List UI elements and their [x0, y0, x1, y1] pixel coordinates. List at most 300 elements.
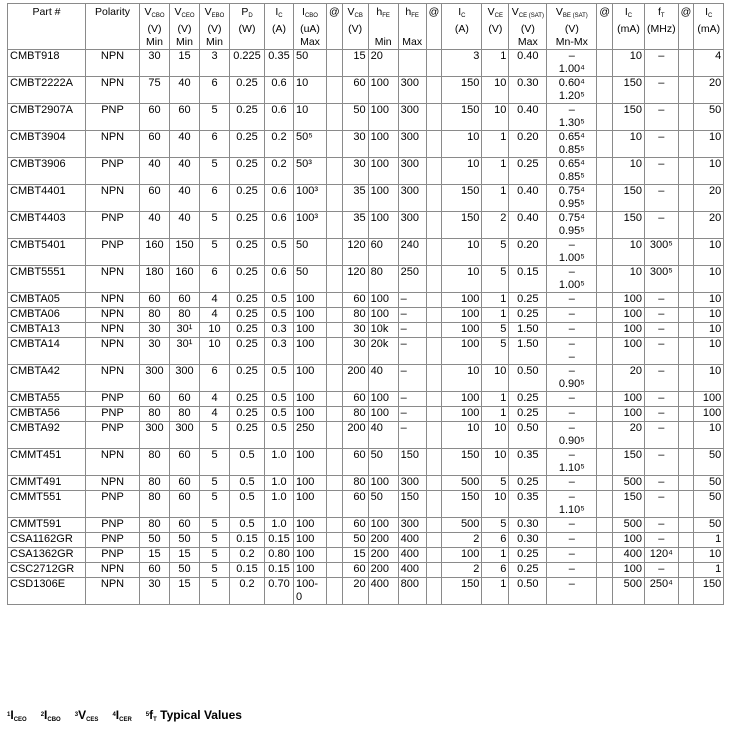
- cell-ic4: 10: [694, 422, 724, 449]
- cell-vce: 1: [482, 548, 509, 563]
- cell-vbesat: 0.65⁴ 0.85⁵: [547, 131, 597, 158]
- table-row: [8, 239, 724, 266]
- cell-vcesat: 0.30: [509, 533, 547, 548]
- cell-at3: [597, 323, 613, 338]
- cell-vcb: 60: [342, 293, 368, 308]
- cell-at3: [597, 563, 613, 578]
- cell-part: CMBT5401: [8, 239, 86, 266]
- cell-hfe-min: 50: [368, 449, 398, 476]
- cell-vcbo: 60: [140, 131, 170, 158]
- cell-hfe-min: 100: [368, 104, 398, 131]
- cell-at3: [597, 578, 613, 605]
- cell-vcesat: 0.40: [509, 104, 547, 131]
- cell-ic3: 100: [613, 308, 645, 323]
- cell-pd: 0.25: [230, 422, 265, 449]
- cell-vcbo: 40: [140, 212, 170, 239]
- cell-polarity: PNP: [86, 392, 140, 407]
- cell-icbo: 100: [294, 533, 327, 548]
- cell-at1: [327, 563, 343, 578]
- cell-hfe-max: 240: [398, 239, 426, 266]
- cell-at4: [678, 533, 694, 548]
- cell-part: CMBT5551: [8, 266, 86, 293]
- cell-pd: 0.25: [230, 239, 265, 266]
- cell-ic: 0.5: [265, 293, 294, 308]
- cell-ic2: 150: [442, 104, 482, 131]
- cell-ic3: 100: [613, 392, 645, 407]
- cell-at4: [678, 308, 694, 323]
- cell-ic: 0.15: [265, 533, 294, 548]
- cell-ic2: 100: [442, 407, 482, 422]
- cell-part: CMBT4401: [8, 185, 86, 212]
- cell-ft: –: [645, 50, 679, 77]
- cell-ic2: 10: [442, 365, 482, 392]
- cell-ft: –: [645, 392, 679, 407]
- cell-ic4: 20: [694, 77, 724, 104]
- cell-at2: [426, 365, 442, 392]
- cell-hfe-min: 20k: [368, 338, 398, 365]
- cell-polarity: NPN: [86, 449, 140, 476]
- cell-pd: 0.25: [230, 185, 265, 212]
- cell-polarity: NPN: [86, 365, 140, 392]
- cell-vcbo: 80: [140, 518, 170, 533]
- cell-vcbo: 80: [140, 308, 170, 323]
- cell-ft: –: [645, 293, 679, 308]
- cell-pd: 0.25: [230, 308, 265, 323]
- cell-ic2: 500: [442, 518, 482, 533]
- cell-vce: 6: [482, 563, 509, 578]
- cell-at3: [597, 266, 613, 293]
- cell-vcbo: 40: [140, 158, 170, 185]
- cell-ic4: 10: [694, 365, 724, 392]
- table-row: [8, 266, 724, 293]
- table-row: [8, 476, 724, 491]
- cell-ic4: 10: [694, 308, 724, 323]
- cell-vbesat: 0.75⁴ 0.95⁵: [547, 212, 597, 239]
- cell-vceo: 60: [170, 293, 200, 308]
- table-row: [8, 563, 724, 578]
- cell-ic: 0.5: [265, 422, 294, 449]
- cell-at1: [327, 131, 343, 158]
- cell-at2: [426, 422, 442, 449]
- cell-hfe-max: 400: [398, 563, 426, 578]
- cell-vcbo: 60: [140, 392, 170, 407]
- cell-polarity: NPN: [86, 131, 140, 158]
- cell-ft: –: [645, 338, 679, 365]
- cell-vcb: 120: [342, 239, 368, 266]
- cell-icbo: 50³: [294, 158, 327, 185]
- cell-vcbo: 300: [140, 365, 170, 392]
- cell-part: CMBTA42: [8, 365, 86, 392]
- cell-polarity: NPN: [86, 293, 140, 308]
- cell-vce: 1: [482, 293, 509, 308]
- cell-icbo: 100: [294, 548, 327, 563]
- col-at-3: @: [597, 4, 613, 50]
- cell-ic4: 50: [694, 491, 724, 518]
- cell-polarity: PNP: [86, 422, 140, 449]
- cell-pd: 0.25: [230, 131, 265, 158]
- cell-vbesat: – –: [547, 338, 597, 365]
- cell-at2: [426, 293, 442, 308]
- cell-part: CMBTA13: [8, 323, 86, 338]
- cell-part: CMMT491: [8, 476, 86, 491]
- cell-at1: [327, 323, 343, 338]
- table-row: [8, 131, 724, 158]
- cell-vce: 10: [482, 422, 509, 449]
- cell-vcbo: 15: [140, 548, 170, 563]
- cell-vcesat: 1.50: [509, 323, 547, 338]
- cell-ft: 120⁴: [645, 548, 679, 563]
- cell-at3: [597, 77, 613, 104]
- cell-hfe-max: –: [398, 338, 426, 365]
- cell-vceo: 15: [170, 50, 200, 77]
- cell-vceo: 40: [170, 131, 200, 158]
- cell-vcb: 80: [342, 476, 368, 491]
- cell-polarity: PNP: [86, 548, 140, 563]
- cell-ft: –: [645, 476, 679, 491]
- cell-at1: [327, 77, 343, 104]
- cell-vce: 5: [482, 266, 509, 293]
- cell-at4: [678, 158, 694, 185]
- cell-part: CMMT591: [8, 518, 86, 533]
- cell-icbo: 100: [294, 449, 327, 476]
- table-row: [8, 185, 724, 212]
- cell-pd: 0.2: [230, 548, 265, 563]
- cell-at3: [597, 293, 613, 308]
- footnote-3: $^3V_{CES}$: [74, 708, 99, 723]
- cell-ft: –: [645, 104, 679, 131]
- cell-ic3: 10: [613, 158, 645, 185]
- cell-ic2: 100: [442, 323, 482, 338]
- cell-icbo: 100³: [294, 212, 327, 239]
- cell-vceo: 40: [170, 77, 200, 104]
- cell-hfe-min: 10k: [368, 323, 398, 338]
- cell-vceo: 30¹: [170, 338, 200, 365]
- cell-at4: [678, 449, 694, 476]
- cell-pd: 0.5: [230, 449, 265, 476]
- cell-vceo: 40: [170, 158, 200, 185]
- cell-vebo: 4: [200, 293, 230, 308]
- cell-part: CMMT451: [8, 449, 86, 476]
- cell-ic4: 20: [694, 185, 724, 212]
- cell-part: CMBT2222A: [8, 77, 86, 104]
- cell-pd: 0.5: [230, 491, 265, 518]
- cell-polarity: PNP: [86, 104, 140, 131]
- cell-vceo: 60: [170, 491, 200, 518]
- cell-vcbo: 60: [140, 293, 170, 308]
- col-at-4: @: [678, 4, 694, 50]
- cell-ic: 0.35: [265, 50, 294, 77]
- table-row: [8, 407, 724, 422]
- cell-at3: [597, 476, 613, 491]
- cell-polarity: NPN: [86, 77, 140, 104]
- cell-ic4: 10: [694, 239, 724, 266]
- cell-ic4: 10: [694, 338, 724, 365]
- cell-ic2: 500: [442, 476, 482, 491]
- cell-vcb: 60: [342, 563, 368, 578]
- cell-ic: 0.5: [265, 392, 294, 407]
- cell-pd: 0.25: [230, 77, 265, 104]
- cell-at4: [678, 77, 694, 104]
- cell-part: CMBT4403: [8, 212, 86, 239]
- cell-ic2: 150: [442, 212, 482, 239]
- cell-ic2: 100: [442, 392, 482, 407]
- cell-vce: 10: [482, 365, 509, 392]
- cell-at1: [327, 50, 343, 77]
- col-vcesat: $V_{CE (SAT)}$ (V) Max: [509, 4, 547, 50]
- cell-at2: [426, 518, 442, 533]
- spec-table-container: [7, 3, 724, 605]
- cell-ic3: 100: [613, 323, 645, 338]
- cell-vcb: 50: [342, 104, 368, 131]
- cell-ic2: 100: [442, 338, 482, 365]
- cell-pd: 0.25: [230, 212, 265, 239]
- cell-part: CSA1162GR: [8, 533, 86, 548]
- table-row: [8, 338, 724, 365]
- cell-vbesat: –: [547, 407, 597, 422]
- cell-polarity: PNP: [86, 158, 140, 185]
- table-row: [8, 212, 724, 239]
- cell-pd: 0.25: [230, 323, 265, 338]
- cell-ft: –: [645, 77, 679, 104]
- cell-polarity: PNP: [86, 239, 140, 266]
- cell-at2: [426, 158, 442, 185]
- cell-at4: [678, 293, 694, 308]
- cell-vcb: 30: [342, 131, 368, 158]
- table-row: [8, 578, 724, 605]
- cell-vcesat: 0.35: [509, 449, 547, 476]
- cell-vce: 5: [482, 323, 509, 338]
- cell-ic: 0.70: [265, 578, 294, 605]
- cell-ic3: 10: [613, 266, 645, 293]
- cell-pd: 0.2: [230, 578, 265, 605]
- cell-at3: [597, 365, 613, 392]
- cell-vbesat: –: [547, 308, 597, 323]
- cell-vce: 1: [482, 392, 509, 407]
- cell-ic2: 150: [442, 578, 482, 605]
- cell-vce: 10: [482, 104, 509, 131]
- cell-ic2: 2: [442, 563, 482, 578]
- cell-ic4: 10: [694, 548, 724, 563]
- cell-vceo: 50: [170, 563, 200, 578]
- cell-vbesat: 0.65⁴ 0.85⁵: [547, 158, 597, 185]
- cell-hfe-max: 300: [398, 131, 426, 158]
- cell-vcb: 80: [342, 308, 368, 323]
- cell-vce: 1: [482, 407, 509, 422]
- cell-hfe-max: –: [398, 323, 426, 338]
- cell-ic4: 50: [694, 518, 724, 533]
- cell-ft: –: [645, 491, 679, 518]
- cell-icbo: 100: [294, 407, 327, 422]
- cell-at4: [678, 104, 694, 131]
- cell-ic3: 10: [613, 131, 645, 158]
- cell-vebo: 6: [200, 266, 230, 293]
- cell-ft: –: [645, 365, 679, 392]
- cell-pd: 0.25: [230, 158, 265, 185]
- cell-vbesat: 0.60⁴ 1.20⁵: [547, 77, 597, 104]
- cell-vceo: 40: [170, 212, 200, 239]
- cell-vebo: 5: [200, 548, 230, 563]
- cell-hfe-max: 400: [398, 533, 426, 548]
- cell-polarity: PNP: [86, 407, 140, 422]
- cell-vcbo: 60: [140, 185, 170, 212]
- cell-vceo: 300: [170, 422, 200, 449]
- cell-vceo: 60: [170, 518, 200, 533]
- cell-polarity: NPN: [86, 476, 140, 491]
- cell-vcesat: 0.50: [509, 422, 547, 449]
- cell-at2: [426, 563, 442, 578]
- cell-vce: 1: [482, 131, 509, 158]
- footnote-5: $^5f_T$ Typical Values: [145, 708, 242, 723]
- cell-at3: [597, 50, 613, 77]
- cell-ic: 0.6: [265, 266, 294, 293]
- footnote-1: $^1I_{CEO}$: [7, 708, 27, 723]
- cell-hfe-max: 300: [398, 476, 426, 491]
- cell-ic4: 10: [694, 266, 724, 293]
- cell-vbesat: –: [547, 476, 597, 491]
- cell-vcbo: 80: [140, 476, 170, 491]
- cell-polarity: PNP: [86, 533, 140, 548]
- cell-at2: [426, 407, 442, 422]
- cell-vce: 5: [482, 476, 509, 491]
- cell-hfe-max: 300: [398, 185, 426, 212]
- col-vebo: $V_{EBO}$ (V) Min: [200, 4, 230, 50]
- transistor-spec-table: [7, 3, 724, 605]
- cell-vcbo: 180: [140, 266, 170, 293]
- cell-vebo: 5: [200, 212, 230, 239]
- cell-hfe-max: –: [398, 293, 426, 308]
- cell-vebo: 5: [200, 158, 230, 185]
- cell-vce: 1: [482, 185, 509, 212]
- cell-vebo: 5: [200, 422, 230, 449]
- cell-vebo: 10: [200, 338, 230, 365]
- cell-icbo: 250: [294, 422, 327, 449]
- cell-pd: 0.15: [230, 533, 265, 548]
- cell-at2: [426, 449, 442, 476]
- cell-ic: 1.0: [265, 449, 294, 476]
- cell-pd: 0.5: [230, 476, 265, 491]
- cell-vcesat: 0.35: [509, 491, 547, 518]
- cell-at3: [597, 449, 613, 476]
- cell-hfe-max: –: [398, 392, 426, 407]
- cell-ic4: 150: [694, 578, 724, 605]
- cell-ic: 0.6: [265, 77, 294, 104]
- cell-polarity: PNP: [86, 491, 140, 518]
- cell-vce: 10: [482, 491, 509, 518]
- cell-hfe-max: 300: [398, 158, 426, 185]
- cell-at1: [327, 491, 343, 518]
- cell-hfe-max: 800: [398, 578, 426, 605]
- cell-part: CSA1362GR: [8, 548, 86, 563]
- cell-vcbo: 60: [140, 563, 170, 578]
- cell-at4: [678, 407, 694, 422]
- cell-ic2: 10: [442, 422, 482, 449]
- cell-vebo: 4: [200, 407, 230, 422]
- cell-ft: 300⁵: [645, 266, 679, 293]
- cell-vcb: 60: [342, 392, 368, 407]
- cell-vcbo: 30: [140, 578, 170, 605]
- cell-ic3: 20: [613, 422, 645, 449]
- cell-hfe-min: 200: [368, 563, 398, 578]
- cell-pd: 0.5: [230, 518, 265, 533]
- cell-vcesat: 0.25: [509, 407, 547, 422]
- cell-ic: 1.0: [265, 491, 294, 518]
- cell-ic3: 100: [613, 293, 645, 308]
- col-pd: $P_D$ (W): [230, 4, 265, 50]
- cell-part: CMBTA55: [8, 392, 86, 407]
- cell-at4: [678, 392, 694, 407]
- table-row: [8, 158, 724, 185]
- cell-vce: 1: [482, 50, 509, 77]
- table-row: [8, 533, 724, 548]
- cell-at2: [426, 491, 442, 518]
- cell-part: CMBT3904: [8, 131, 86, 158]
- cell-vbesat: –: [547, 548, 597, 563]
- cell-at1: [327, 293, 343, 308]
- cell-vebo: 5: [200, 104, 230, 131]
- cell-ic4: 1: [694, 563, 724, 578]
- table-row: [8, 449, 724, 476]
- col-vceo: $V_{CEO}$ (V) Min: [170, 4, 200, 50]
- col-ft: $f_T$ (MHz): [645, 4, 679, 50]
- cell-ft: –: [645, 407, 679, 422]
- cell-ft: –: [645, 533, 679, 548]
- cell-vce: 6: [482, 533, 509, 548]
- cell-vcesat: 0.20: [509, 131, 547, 158]
- cell-icbo: 10: [294, 104, 327, 131]
- cell-polarity: PNP: [86, 212, 140, 239]
- cell-at3: [597, 338, 613, 365]
- cell-at2: [426, 266, 442, 293]
- cell-hfe-min: 100: [368, 518, 398, 533]
- cell-ft: –: [645, 212, 679, 239]
- cell-ic3: 150: [613, 104, 645, 131]
- cell-vce: 5: [482, 239, 509, 266]
- cell-vcbo: 50: [140, 533, 170, 548]
- cell-at1: [327, 449, 343, 476]
- cell-at2: [426, 548, 442, 563]
- cell-ic3: 150: [613, 449, 645, 476]
- cell-vceo: 30¹: [170, 323, 200, 338]
- cell-ic3: 150: [613, 491, 645, 518]
- cell-at3: [597, 185, 613, 212]
- cell-at4: [678, 323, 694, 338]
- cell-at4: [678, 476, 694, 491]
- cell-ic: 0.5: [265, 308, 294, 323]
- cell-ic: 1.0: [265, 518, 294, 533]
- cell-icbo: 50: [294, 239, 327, 266]
- cell-vcbo: 30: [140, 338, 170, 365]
- cell-ic4: 10: [694, 323, 724, 338]
- cell-vbesat: – 1.10⁵: [547, 491, 597, 518]
- cell-vce: 10: [482, 449, 509, 476]
- cell-vcb: 30: [342, 323, 368, 338]
- cell-hfe-min: 100: [368, 308, 398, 323]
- cell-hfe-max: 150: [398, 491, 426, 518]
- cell-vceo: 160: [170, 266, 200, 293]
- cell-vebo: 6: [200, 365, 230, 392]
- cell-at2: [426, 104, 442, 131]
- cell-vceo: 300: [170, 365, 200, 392]
- cell-vceo: 40: [170, 185, 200, 212]
- cell-vcb: 20: [342, 578, 368, 605]
- cell-hfe-min: 100: [368, 392, 398, 407]
- cell-at4: [678, 50, 694, 77]
- cell-vceo: 15: [170, 578, 200, 605]
- cell-hfe-min: 100: [368, 77, 398, 104]
- cell-vcesat: 0.40: [509, 185, 547, 212]
- cell-icbo: 100: [294, 518, 327, 533]
- cell-ic2: 10: [442, 131, 482, 158]
